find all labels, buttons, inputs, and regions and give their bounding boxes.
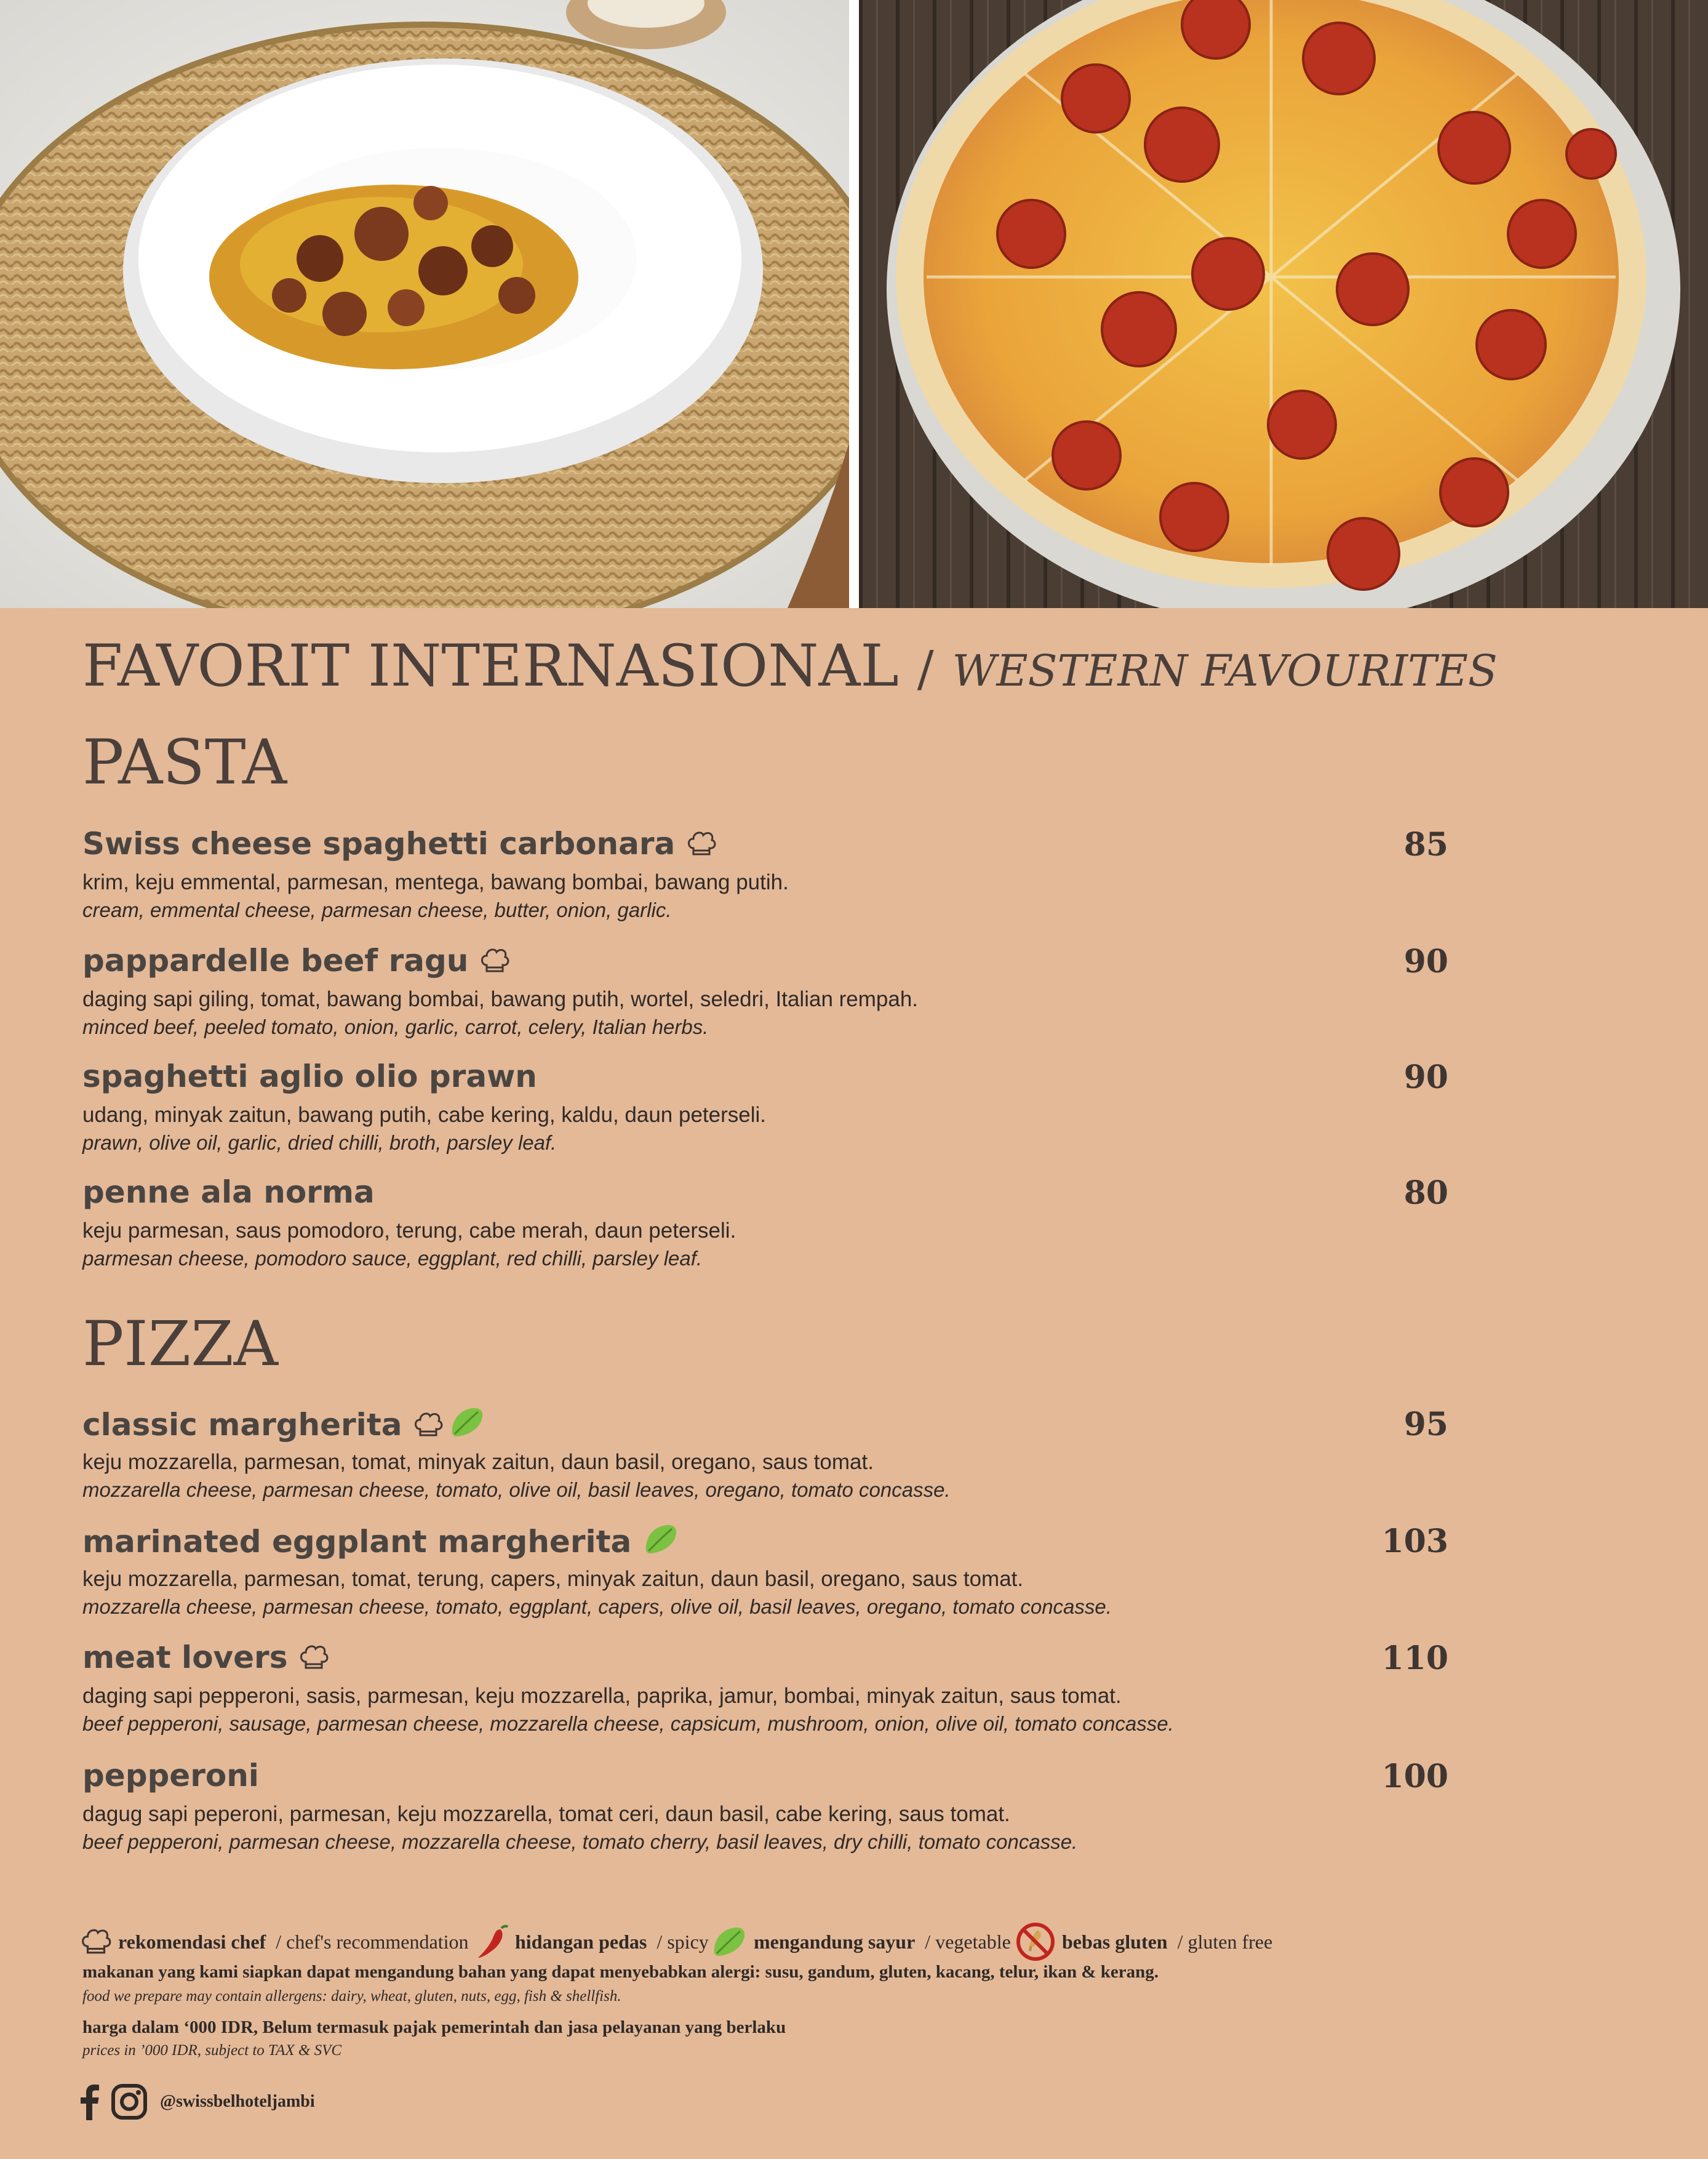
- menu-item: [82, 1758, 1448, 1869]
- menu-title-en: WESTERN FAVOURITES: [952, 646, 1498, 696]
- legend-gluten-label: bebas gluten: [1062, 1930, 1168, 1953]
- legend-spicy-label-en: / spicy: [656, 1930, 709, 1953]
- legend-gluten-free: [1015, 1920, 1272, 1963]
- item-description-en: beef pepperoni, sausage, parmesan cheese, mozzarella cheese, capsicum, mushroom, onion, olive oil, tomato concasse.: [82, 1712, 1174, 1735]
- item-description-id: daging sapi giling, tomat, bawang bombai, bawang putih, wortel, seledri, Italian rempah.: [82, 987, 919, 1011]
- title-separator: /: [917, 640, 934, 697]
- item-price: 90: [1403, 943, 1448, 980]
- menu-item: [82, 1059, 1448, 1169]
- chef-hat-icon: [298, 1643, 329, 1672]
- item-name: Swiss cheese spaghetti carbonara: [82, 826, 676, 862]
- menu-title: [82, 633, 1498, 700]
- item-price: 90: [1403, 1059, 1448, 1096]
- item-description-id: dagug sapi peperoni, parmesan, keju mozzarella, tomat ceri, daun basil, cabe kering, saus tomat.: [82, 1802, 1010, 1826]
- allergen-note-id: makanan yang kami siapkan dapat mengandung bahan yang dapat menyebabkan alergi: susu, gandum, gluten, kacang, telur, ikan & kerang.: [82, 1962, 1159, 1982]
- photo-divider: [849, 0, 859, 608]
- item-description-id: krim, keju emmental, parmesan, mentega, bawang bombai, bawang putih.: [82, 870, 789, 894]
- item-description-en: cream, emmental cheese, parmesan cheese, butter, onion, garlic.: [82, 899, 672, 921]
- allergen-note-en: food we prepare may contain allergens: dairy, wheat, gluten, nuts, egg, fish & shellfish.: [82, 1988, 621, 2005]
- item-description-en: minced beef, peeled tomato, onion, garlic, carrot, celery, Italian herbs.: [82, 1015, 709, 1038]
- item-price: 95: [1403, 1406, 1448, 1443]
- item-name: classic margherita: [82, 1407, 402, 1443]
- item-description-id: keju mozzarella, parmesan, tomat, terung, capers, minyak zaitun, daun basil, oregano, saus tomat.: [82, 1567, 1024, 1591]
- item-description-id: keju mozzarella, parmesan, tomat, minyak zaitun, daun basil, oregano, saus tomat.: [82, 1450, 874, 1474]
- legend-gluten-label-en: / gluten free: [1177, 1930, 1273, 1953]
- item-description-id: udang, minyak zaitun, bawang putih, cabe kering, kaldu, daun peterseli.: [82, 1103, 766, 1127]
- menu-item: [82, 1406, 1448, 1516]
- instagram-icon[interactable]: [111, 2083, 148, 2120]
- item-name: meat lovers: [82, 1640, 288, 1675]
- item-price: 103: [1381, 1523, 1448, 1560]
- item-name-row: [82, 826, 717, 862]
- chilli-icon: [477, 1923, 509, 1960]
- gluten-free-icon: [1015, 1921, 1056, 1962]
- menu-item: [82, 826, 1448, 937]
- item-description-id: daging sapi pepperoni, sasis, parmesan, keju mozzarella, paprika, jamur, bombai, minyak zaitun, saus tomat.: [82, 1684, 1122, 1708]
- menu-item: [82, 1174, 1448, 1285]
- menu-item: [82, 1640, 1448, 1750]
- chef-hat-icon: [413, 1411, 444, 1439]
- social-handle[interactable]: @swissbelhoteljambi: [160, 2092, 315, 2111]
- legend-spicy-label: hidangan pedas: [515, 1930, 647, 1953]
- item-description-en: parmesan cheese, pomodoro sauce, eggplant, red chilli, parsley leaf.: [82, 1247, 703, 1270]
- vegetable-leaf-icon: [711, 1925, 748, 1958]
- legend-vegetable-label: mengandung sayur: [754, 1930, 916, 1953]
- section-heading-pasta: PASTA: [82, 726, 287, 798]
- legend-vegetable-label-en: / vegetable: [925, 1930, 1011, 1953]
- pasta-photo: [0, 0, 849, 608]
- icon-legend: [80, 1920, 1557, 1963]
- legend-chef: [80, 1920, 468, 1963]
- social-links: [79, 2080, 315, 2123]
- item-price: 80: [1403, 1174, 1448, 1212]
- item-name: spaghetti aglio olio prawn: [82, 1059, 537, 1094]
- item-name: marinated eggplant margherita: [82, 1524, 632, 1560]
- item-price: 100: [1381, 1758, 1448, 1795]
- item-name-row: [82, 1640, 329, 1675]
- item-name: pepperoni: [82, 1758, 259, 1793]
- pizza-photo: [859, 0, 1708, 608]
- price-note-en: prices in ’000 IDR, subject to TAX & SVC: [82, 2042, 342, 2059]
- item-name-row: [82, 943, 510, 979]
- item-name-row: [82, 1523, 679, 1560]
- price-note-id: harga dalam ‘000 IDR, Belum termasuk pajak pemerintah dan jasa pelayanan yang berlaku: [82, 2017, 786, 2037]
- legend-vegetable: [711, 1920, 1011, 1963]
- item-price: 85: [1403, 826, 1448, 863]
- section-heading-pizza: PIZZA: [82, 1308, 278, 1380]
- item-description-en: prawn, olive oil, garlic, dried chilli, broth, parsley leaf.: [82, 1131, 557, 1154]
- chef-hat-icon: [80, 1927, 112, 1957]
- menu-item: [82, 943, 1448, 1054]
- item-description-en: beef pepperoni, parmesan cheese, mozzarella cheese, tomato cherry, basil leaves, dry chilli, tomato concasse.: [82, 1830, 1078, 1853]
- facebook-icon[interactable]: [79, 2083, 100, 2120]
- hero-photos: [0, 0, 1708, 608]
- vegetable-leaf-icon: [449, 1406, 485, 1439]
- item-price: 110: [1381, 1640, 1448, 1677]
- chef-hat-icon: [479, 947, 510, 975]
- legend-chef-label-en: / chef's recommendation: [276, 1930, 469, 1953]
- menu-item: [82, 1523, 1448, 1633]
- item-name: penne ala norma: [82, 1174, 375, 1210]
- menu-title-id: FAVORIT INTERNASIONAL: [82, 633, 899, 700]
- legend-spicy: [477, 1920, 709, 1963]
- item-description-id: keju parmesan, saus pomodoro, terung, cabe merah, daun peterseli.: [82, 1219, 736, 1243]
- item-name: pappardelle beef ragu: [82, 943, 469, 979]
- chef-hat-icon: [686, 830, 717, 858]
- item-description-en: mozzarella cheese, parmesan cheese, tomato, eggplant, capers, olive oil, basil leaves, oregano, tomato concasse.: [82, 1595, 1112, 1618]
- vegetable-leaf-icon: [642, 1523, 679, 1556]
- item-name-row: [82, 1406, 485, 1443]
- legend-chef-label: rekomendasi chef: [118, 1930, 266, 1953]
- item-description-en: mozzarella cheese, parmesan cheese, tomato, olive oil, basil leaves, oregano, tomato concasse.: [82, 1478, 951, 1501]
